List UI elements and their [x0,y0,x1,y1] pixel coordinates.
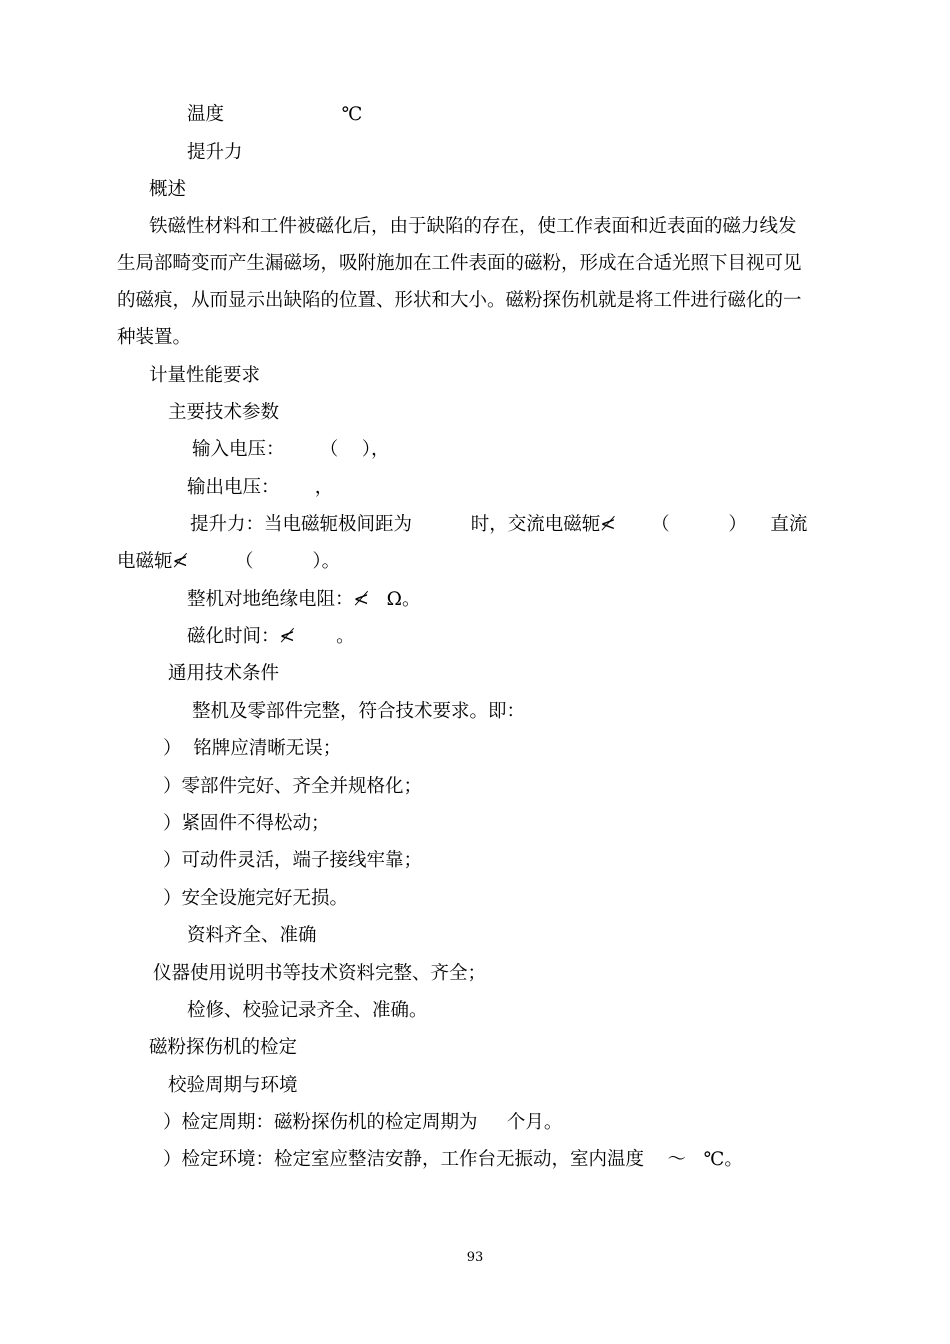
lift-spec-line-1: 提升力：当电磁轭极间距为 时，交流电磁轭≮ （ ） 直流 [190,514,808,535]
main-params-heading: 主要技术参数 [168,402,280,423]
overview-paragraph-line-3: 的磁痕，从而显示出缺陷的位置、形状和大小。磁粉探伤机就是将工件进行磁化的一 [117,290,802,311]
overview-paragraph-line-1: 铁磁性材料和工件被磁化后，由于缺陷的存在，使工作表面和近表面的磁力线发 [149,216,797,237]
period-env-heading: 校验周期与环境 [168,1075,298,1096]
list-item-1: ） 铭牌应清晰无误； [163,738,342,759]
insulation-line: 整机对地绝缘电阻：≮ Ω。 [187,589,421,610]
lift-spec-line-2: 电磁轭≮ （ ）。 [117,551,341,572]
overview-paragraph-line-4: 种装置。 [117,327,192,348]
completeness-line: 整机及零部件完整，符合技术要求。即： [192,701,526,722]
records-line: 检修、校验记录齐全、准确。 [187,1000,428,1021]
verification-heading: 磁粉探伤机的检定 [149,1037,298,1058]
manual-line: 仪器使用说明书等技术资料完整、齐全； [153,963,487,984]
metrology-heading: 计量性能要求 [149,365,261,386]
magnetize-time-line: 磁化时间：≮ 。 [187,626,355,647]
general-conditions-heading: 通用技术条件 [168,663,280,684]
list-item-5: ）安全设施完好无损。 [163,888,349,909]
environment-line: ）检定环境：检定室应整洁安静，工作台无振动，室内温度 ～ ℃。 [163,1149,743,1170]
period-line: ）检定周期：磁粉探伤机的检定周期为 个月。 [163,1112,563,1133]
lift-force-line: 提升力 [187,142,243,163]
list-item-3: ）紧固件不得松动； [163,813,330,834]
overview-paragraph-line-2: 生局部畸变而产生漏磁场，吸附施加在工件表面的磁粉，形成在合适光照下目视可见 [117,253,802,274]
documents-line: 资料齐全、准确 [187,925,317,946]
list-item-2: ）零部件完好、齐全并规格化； [163,776,423,797]
page-number: 93 [466,1250,484,1265]
overview-heading: 概述 [149,179,187,200]
output-voltage-line: 输出电压： ， [187,477,334,498]
list-item-4: ）可动件灵活，端子接线牢靠； [163,850,423,871]
temperature-line: 温度 ℃ [187,104,363,125]
input-voltage-line: 输入电压： （ ）， [192,439,390,460]
